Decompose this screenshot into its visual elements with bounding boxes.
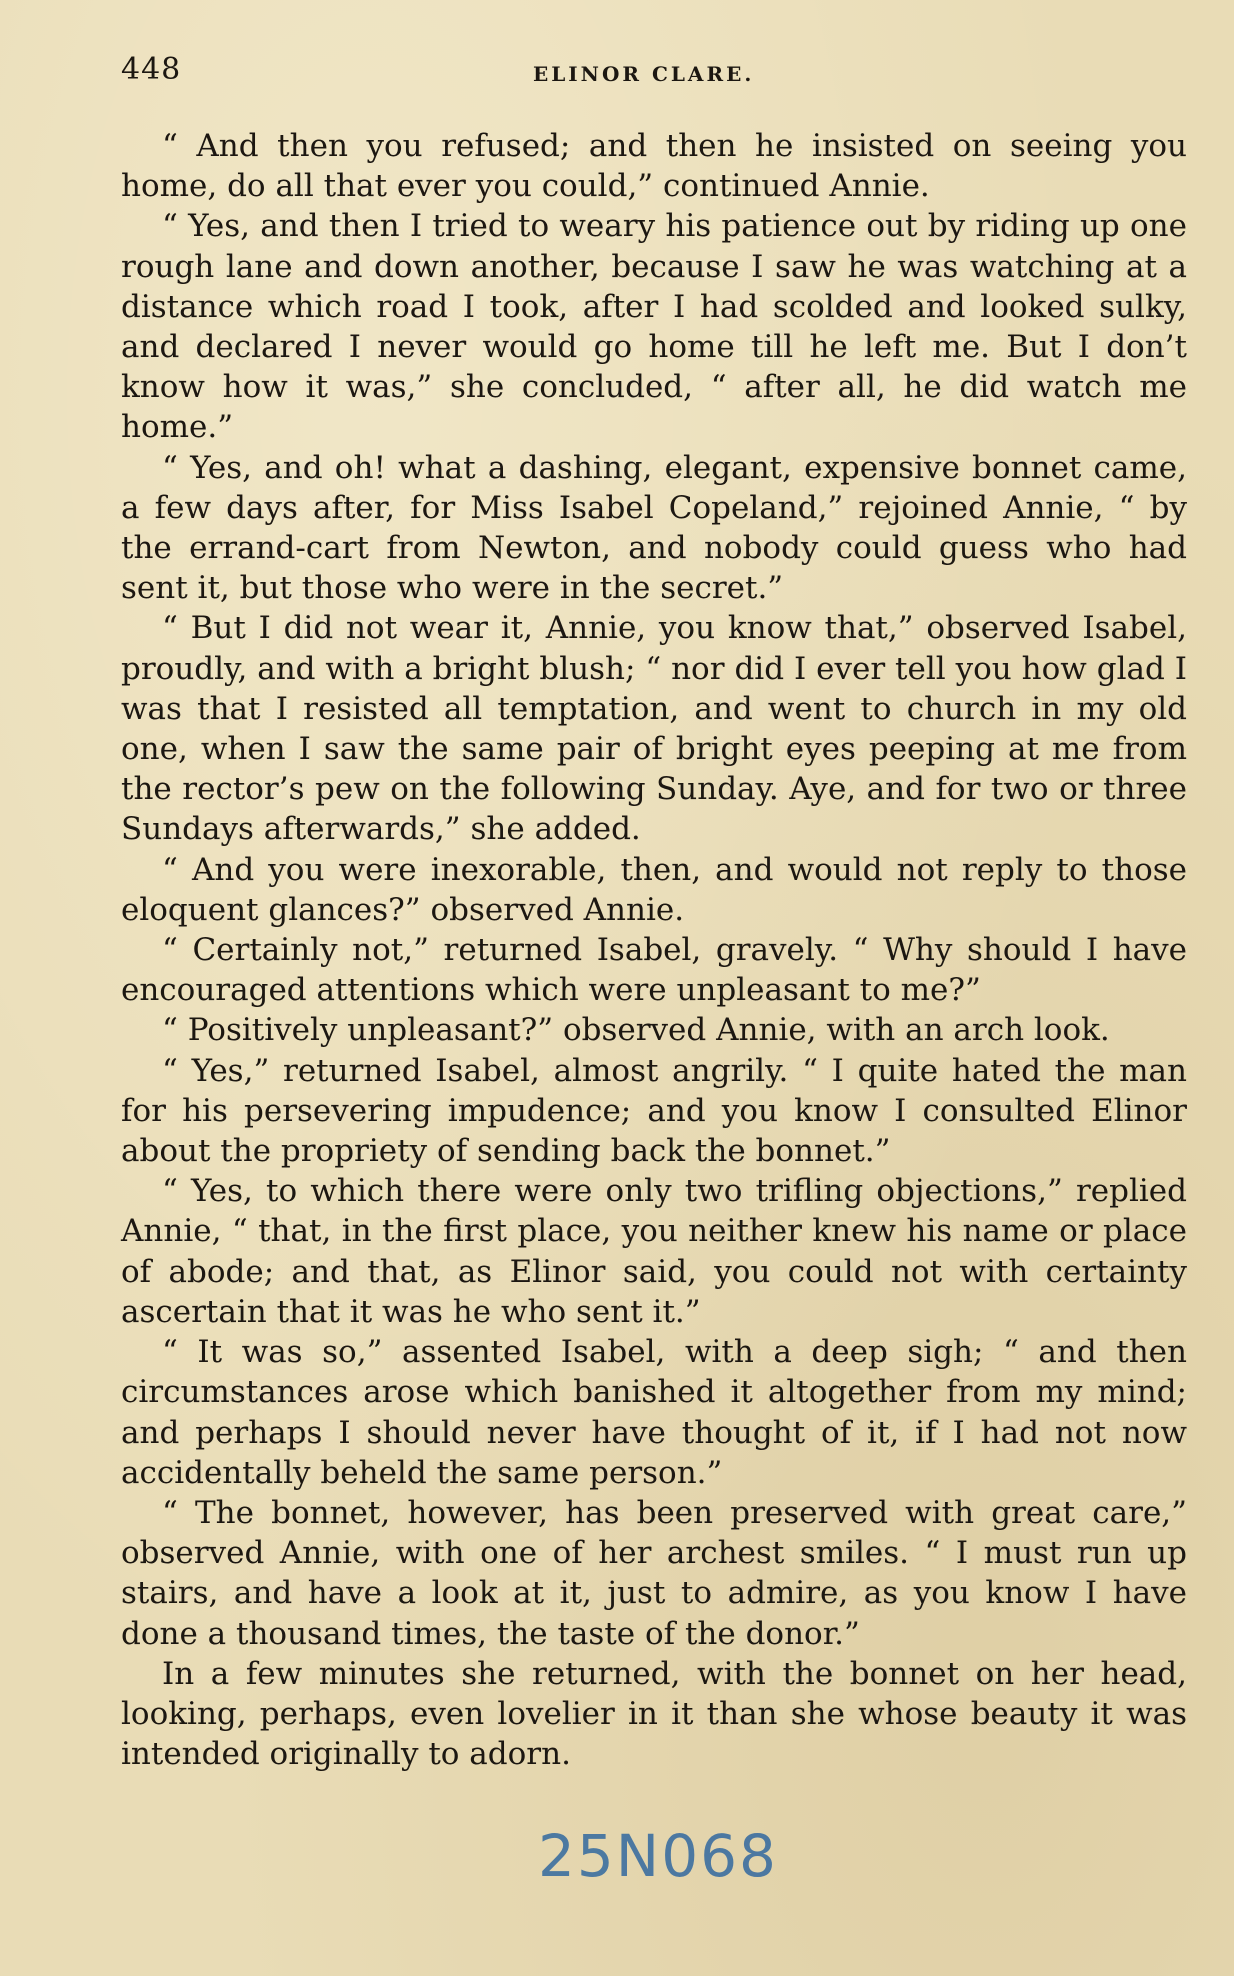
running-title: ELINOR CLARE. [533, 62, 755, 86]
paragraph-2: “ Yes, and then I tried to weary his patience out by riding up one rough lane and down another, because I saw he was watching at a distance which road I took, after I had scolded and looked sulky, and declared I never would go home till he left me. But I don’t know how it was,” she concluded, “ after all, he did watch me home.” [121, 208, 1187, 446]
paragraph-4: “ But I did not wear it, Annie, you know that,” observed Isabel, proudly, and with a bright blush; “ nor did I ever tell you how glad I was that I resisted all temptation, and went to church in my old one, when I saw the same pair of bright eyes peeping at me from the rector’s pew on the following Sunday. Aye, and for two or three Sundays afterwards,” she added. [121, 610, 1187, 848]
paragraph-11: “ The bonnet, however, has been preserved with great care,” observed Annie, with one of her archest smiles. “ I must run up stairs, and have a look at it, just to admire, as you know I have done a thousand times, the taste of the donor.” [121, 1494, 1187, 1652]
body-text [121, 126, 1187, 1774]
library-stamp: 25N068 [538, 1822, 778, 1890]
paragraph-12: In a few minutes she returned, with the bonnet on her head, looking, perhaps, even lovelier in it than she whose beauty it was intended originally to adorn. [121, 1655, 1187, 1773]
paragraph-7: “ Positively unpleasant?” observed Annie, with an arch look. [162, 1012, 1110, 1049]
paragraph-6: “ Certainly not,” returned Isabel, gravely. “ Why should I have encouraged attentions which were unpleasant to me?” [121, 932, 1187, 1009]
paragraph-3: “ Yes, and oh! what a dashing, elegant, expensive bonnet came, a few days after, for Miss Isabel Copeland,” rejoined Annie, “ by the errand-cart from Newton, and nobody could guess who had sent it, but those who were in the secret.” [121, 449, 1187, 607]
paragraph-9: “ Yes, to which there were only two trifling objections,” replied Annie, “ that, in the first place, you neither knew his name or place of abode; and that, as Elinor said, you could not with certainty ascertain that it was he who sent it.” [121, 1173, 1187, 1330]
paragraph-1: “ And then you refused; and then he insisted on seeing you home, do all that ever you could,” continued Annie. [121, 128, 1187, 205]
page-number: 448 [121, 52, 182, 87]
paragraph-10: “ It was so,” assented Isabel, with a deep sigh; “ and then circumstances arose which banished it altogether from my mind; and perhaps I should never have thought of it, if I had not now accidentally beheld the same person.” [121, 1334, 1187, 1491]
paragraph-5: “ And you were inexorable, then, and would not reply to those eloquent glances?” observed Annie. [121, 851, 1187, 928]
paragraph-8: “ Yes,” returned Isabel, almost angrily. “ I quite hated the man for his persevering impudence; and you know I consulted Elinor about the propriety of sending back the bonnet.” [121, 1052, 1187, 1170]
running-head [121, 52, 1181, 100]
